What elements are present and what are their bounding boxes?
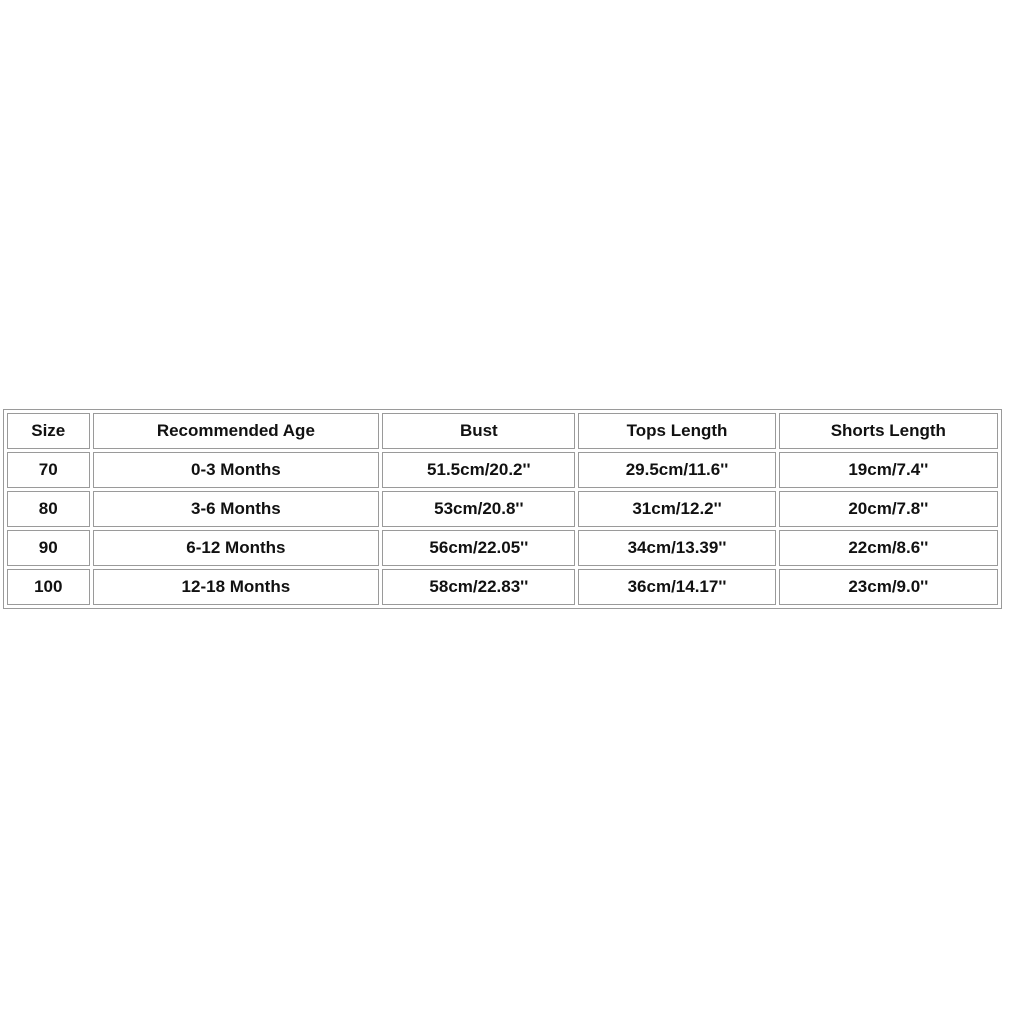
cell-tops-length: 29.5cm/11.6'' — [578, 452, 775, 488]
cell-shorts-length: 22cm/8.6'' — [779, 530, 998, 566]
table-row — [7, 452, 998, 488]
cell-recommended-age: 3-6 Months — [93, 491, 380, 527]
table-row — [7, 530, 998, 566]
header-tops-length: Tops Length — [578, 413, 775, 449]
cell-shorts-length: 20cm/7.8'' — [779, 491, 998, 527]
cell-tops-length: 34cm/13.39'' — [578, 530, 775, 566]
cell-shorts-length: 23cm/9.0'' — [779, 569, 998, 605]
header-bust: Bust — [382, 413, 575, 449]
cell-size: 70 — [7, 452, 90, 488]
cell-recommended-age: 0-3 Months — [93, 452, 380, 488]
cell-recommended-age: 12-18 Months — [93, 569, 380, 605]
cell-bust: 51.5cm/20.2'' — [382, 452, 575, 488]
cell-tops-length: 31cm/12.2'' — [578, 491, 775, 527]
cell-recommended-age: 6-12 Months — [93, 530, 380, 566]
cell-size: 80 — [7, 491, 90, 527]
header-size: Size — [7, 413, 90, 449]
cell-size: 90 — [7, 530, 90, 566]
cell-bust: 53cm/20.8'' — [382, 491, 575, 527]
cell-bust: 56cm/22.05'' — [382, 530, 575, 566]
header-shorts-length: Shorts Length — [779, 413, 998, 449]
cell-tops-length: 36cm/14.17'' — [578, 569, 775, 605]
cell-bust: 58cm/22.83'' — [382, 569, 575, 605]
cell-size: 100 — [7, 569, 90, 605]
header-row — [7, 413, 998, 449]
header-recommended-age: Recommended Age — [93, 413, 380, 449]
cell-shorts-length: 19cm/7.4'' — [779, 452, 998, 488]
size-chart-table — [3, 409, 1002, 609]
table-row — [7, 491, 998, 527]
table-row — [7, 569, 998, 605]
